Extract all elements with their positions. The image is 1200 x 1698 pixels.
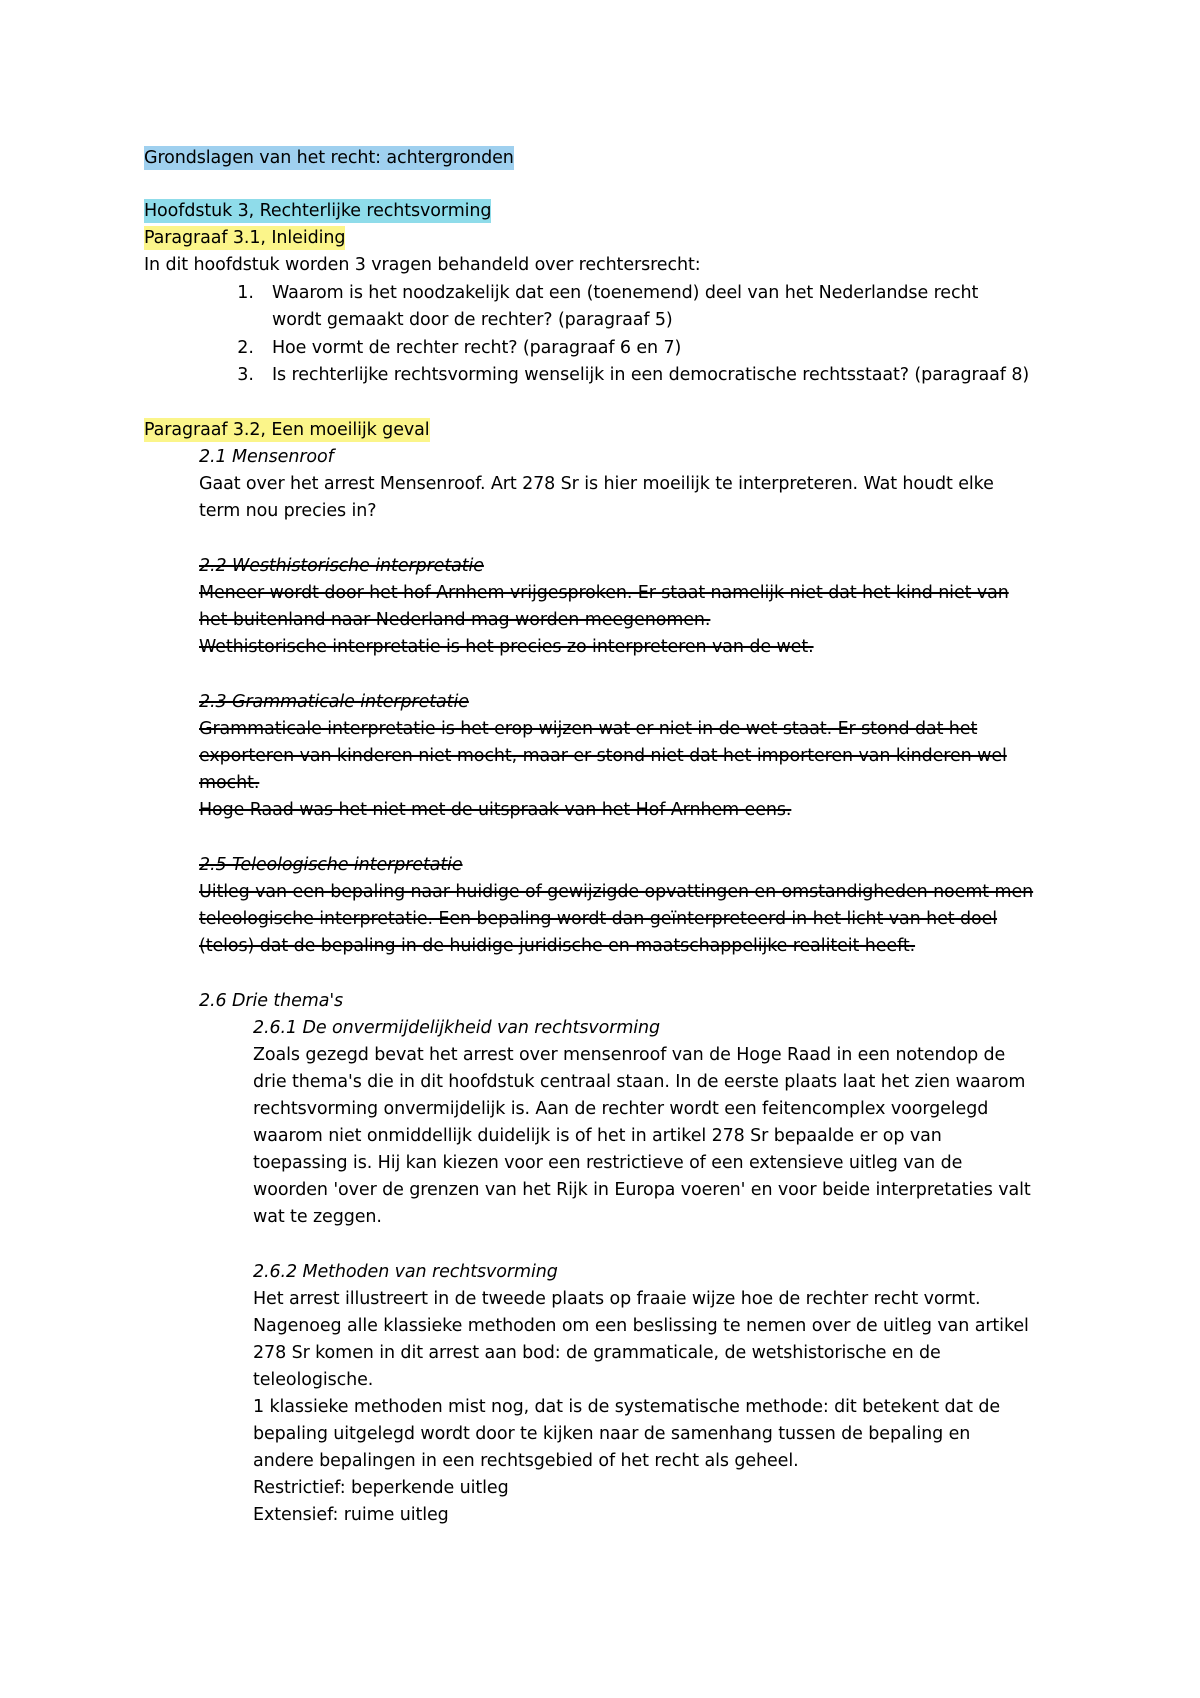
subsection-2-2-title: 2.2 Westhistorische interpretatie (199, 556, 484, 576)
question-number: 2. (237, 338, 254, 358)
subsection-2-6-2-title: 2.6.2 Methoden van rechtsvorming (253, 1262, 558, 1282)
paragraph-line: Het arrest illustreert in de tweede plaats op fraaie wijze hoe de rechter recht vormt. (253, 1289, 981, 1309)
paragraph-line: rechtsvorming onvermijdelijk is. Aan de rechter wordt een feitencomplex voorgelegd (253, 1099, 989, 1119)
paragraph-line: bepaling uitgelegd wordt door te kijken naar de samenhang tussen de bepaling en (253, 1424, 971, 1444)
paragraph-line: Zoals gezegd bevat het arrest over mensenroof van de Hoge Raad in een notendop de (253, 1045, 1006, 1065)
section-3-1-intro: In dit hoofdstuk worden 3 vragen behandeld over rechtersrecht: (144, 255, 701, 275)
question-number: 1. (237, 283, 254, 303)
paragraph-line: teleologische. (253, 1370, 374, 1390)
paragraph-line: 278 Sr komen in dit arrest aan bod: de grammaticale, de wetshistorische en de (253, 1343, 941, 1363)
paragraph-line: wat te zeggen. (253, 1207, 382, 1227)
subsection-2-6-1-title: 2.6.1 De onvermijdelijkheid van rechtsvorming (253, 1018, 661, 1038)
subsection-2-3-title: 2.3 Grammaticale interpretatie (199, 692, 469, 712)
paragraph-line: Nagenoeg alle klassieke methoden om een beslissing te nemen over de uitleg van artikel (253, 1316, 1029, 1336)
question-text: Hoe vormt de rechter recht? (paragraaf 6 en 7) (272, 338, 682, 358)
chapter-heading: Hoofdstuk 3, Rechterlijke rechtsvorming (144, 201, 492, 221)
question-number: 3. (237, 365, 254, 385)
paragraph-line: Extensief: ruime uitleg (253, 1505, 449, 1525)
paragraph-line: Wethistorische interpretatie is het precies zo interpreteren van de wet. (199, 637, 814, 657)
section-3-1-heading: Paragraaf 3.1, Inleiding (144, 228, 346, 248)
paragraph-line: teleologische interpretatie. Een bepaling wordt dan geïnterpreteerd in het licht van het doel (199, 909, 998, 929)
paragraph-line: Restrictief: beperkende uitleg (253, 1478, 509, 1498)
paragraph-line: term nou precies in? (199, 501, 377, 521)
paragraph-line: Grammaticale interpretatie is het erop wijzen wat er niet in de wet staat. Er stond dat het (199, 719, 978, 739)
paragraph-line: mocht. (199, 773, 260, 793)
paragraph-line: toepassing is. Hij kan kiezen voor een restrictieve of een extensieve uitleg van de (253, 1153, 963, 1173)
subsection-2-1-title: 2.1 Mensenroof (199, 447, 334, 467)
question-text: Is rechterlijke rechtsvorming wenselijk in een democratische rechtsstaat? (paragraaf 8) (272, 365, 1030, 385)
question-text: Waarom is het noodzakelijk dat een (toenemend) deel van het Nederlandse recht (272, 283, 979, 303)
paragraph-line: drie thema's die in dit hoofdstuk centraal staan. In de eerste plaats laat het zien waarom (253, 1072, 1026, 1092)
subsection-2-6-title: 2.6 Drie thema's (199, 991, 344, 1011)
paragraph-line: (telos) dat de bepaling in de huidige juridische en maatschappelijke realiteit heeft. (199, 936, 916, 956)
paragraph-line: het buitenland naar Nederland mag worden meegenomen. (199, 610, 711, 630)
paragraph-line: 1 klassieke methoden mist nog, dat is de systematische methode: dit betekent dat de (253, 1397, 1001, 1417)
paragraph-line: Uitleg van een bepaling naar huidige of gewijzigde opvattingen en omstandigheden noemt men (199, 882, 1034, 902)
paragraph-line: exporteren van kinderen niet mocht, maar er stond niet dat het importeren van kinderen wel (199, 746, 1007, 766)
subsection-2-5-title: 2.5 Teleologische interpretatie (199, 855, 463, 875)
paragraph-line: Hoge Raad was het niet met de uitspraak van het Hof Arnhem eens. (199, 800, 792, 820)
paragraph-line: andere bepalingen in een rechtsgebied of het recht als geheel. (253, 1451, 799, 1471)
paragraph-line: Gaat over het arrest Mensenroof. Art 278 Sr is hier moeilijk te interpreteren. Wat houdt elke (199, 474, 994, 494)
paragraph-line: Meneer wordt door het hof Arnhem vrijgesproken. Er staat namelijk niet dat het kind niet van (199, 583, 1009, 603)
document-title: Grondslagen van het recht: achtergronden (144, 148, 514, 168)
paragraph-line: woorden 'over de grenzen van het Rijk in Europa voeren' en voor beide interpretaties valt (253, 1180, 1031, 1200)
section-3-2-heading: Paragraaf 3.2, Een moeilijk geval (144, 420, 430, 440)
paragraph-line: waarom niet onmiddellijk duidelijk is of het in artikel 278 Sr bepaalde er op van (253, 1126, 942, 1146)
question-text-continued: wordt gemaakt door de rechter? (paragraaf 5) (272, 310, 673, 330)
